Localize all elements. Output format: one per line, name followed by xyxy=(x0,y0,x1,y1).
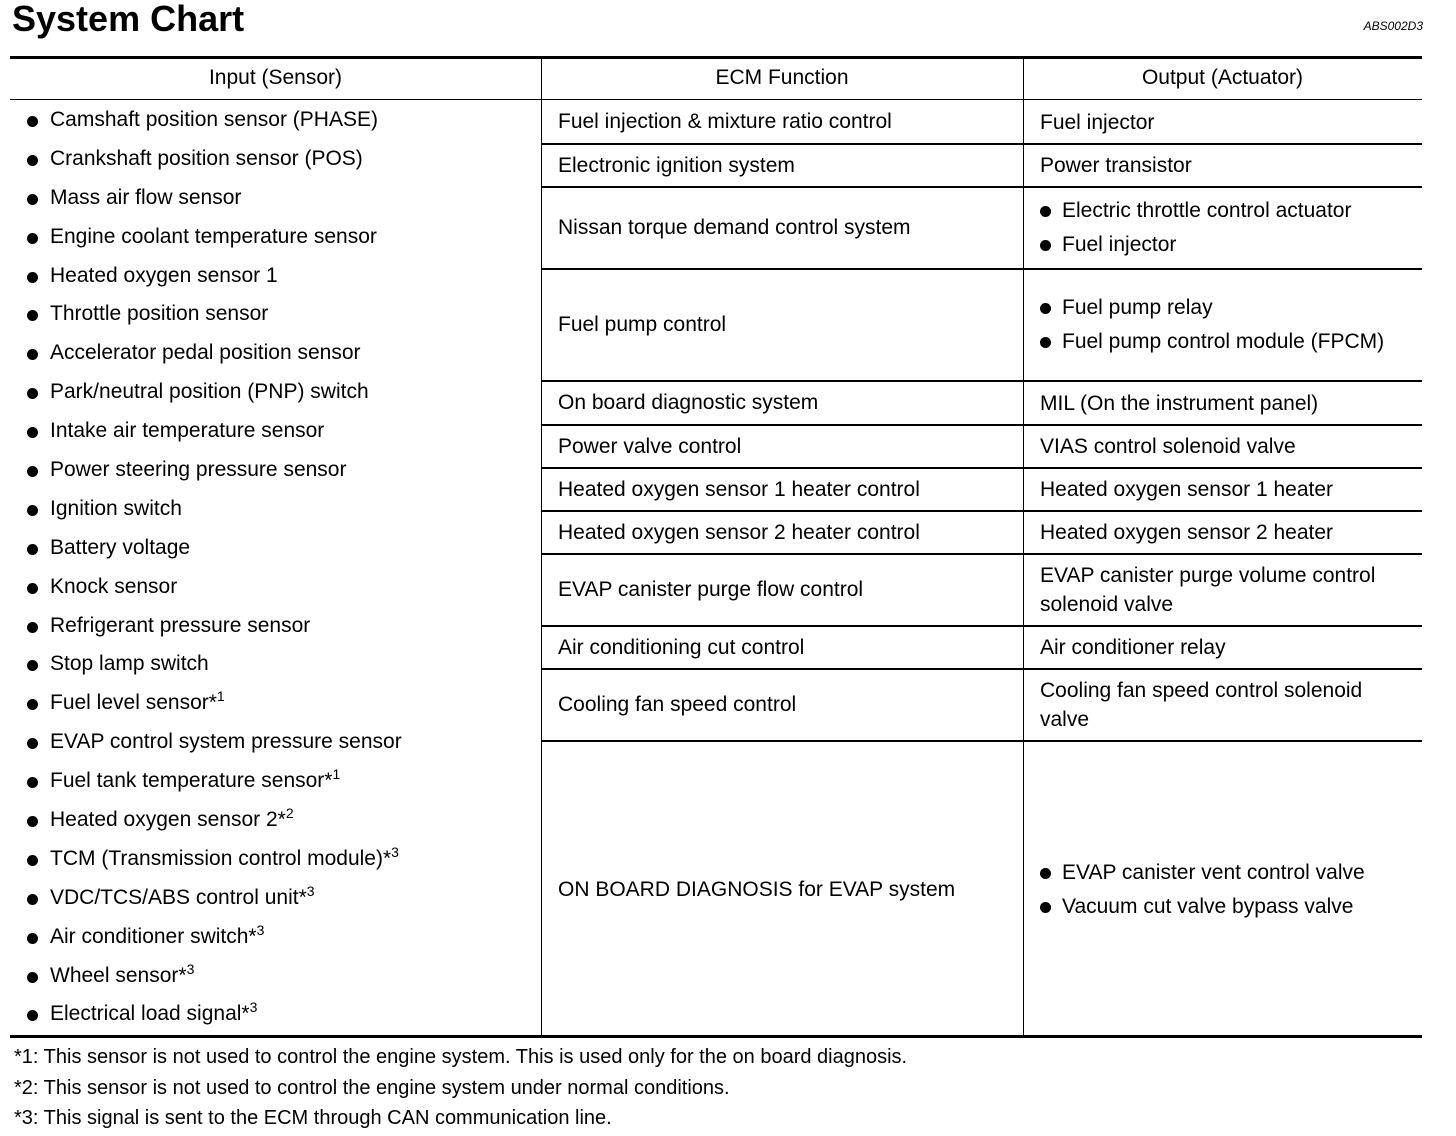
footnote-mark: 3 xyxy=(186,960,195,977)
footnotes xyxy=(14,1042,907,1134)
output-cell xyxy=(1023,100,1422,144)
input-label: Engine coolant temperature sensor xyxy=(50,224,377,248)
output-label: Vacuum cut valve bypass valve xyxy=(1062,894,1354,918)
footnote: *3: This signal is sent to the ECM through CAN communication line. xyxy=(14,1107,612,1129)
output-label: EVAP canister vent control valve xyxy=(1062,860,1365,884)
system-chart-table xyxy=(10,56,1422,1038)
ecm-function-cell: ON BOARD DIAGNOSIS for EVAP system xyxy=(558,877,956,901)
input-label: Wheel sensor* xyxy=(50,963,187,987)
input-label: Refrigerant pressure sensor xyxy=(50,613,311,637)
output-cell xyxy=(1023,741,1422,1038)
bullet-icon xyxy=(1040,337,1051,348)
row-divider xyxy=(541,143,1422,145)
ecm-function-cell: Cooling fan speed control xyxy=(558,693,797,716)
input-label: Throttle position sensor xyxy=(50,302,269,326)
input-label: VDC/TCS/ABS control unit* xyxy=(50,885,307,909)
output-list-item xyxy=(1040,892,1414,922)
output-list xyxy=(1040,854,1414,926)
output-label: Fuel injector xyxy=(1062,233,1177,256)
input-label: Stop lamp switch xyxy=(50,652,209,676)
ecm-function-cell: Heated oxygen sensor 1 heater control xyxy=(558,477,920,501)
output-label: Fuel pump relay xyxy=(1062,296,1213,319)
bullet-icon xyxy=(1040,206,1051,217)
input-label: Battery voltage xyxy=(50,535,191,559)
table-row xyxy=(10,468,1422,511)
row-divider xyxy=(541,424,1422,426)
output-cell xyxy=(1023,626,1422,669)
row-divider xyxy=(541,186,1422,188)
row-divider xyxy=(541,625,1422,627)
row-divider xyxy=(541,553,1422,555)
output-list xyxy=(1040,289,1414,361)
input-label: Fuel tank temperature sensor* xyxy=(50,769,333,793)
footnote: *2: This sensor is not used to control the engine system under normal conditions. xyxy=(14,1076,730,1099)
input-label: Knock sensor xyxy=(50,574,178,598)
output-label: Fuel pump control module (FPCM) xyxy=(1062,330,1385,353)
footnote-mark: 3 xyxy=(256,921,265,938)
output-list-item xyxy=(1040,196,1414,226)
table-row xyxy=(10,626,1422,669)
bullet-icon xyxy=(1040,240,1051,251)
output-cell xyxy=(1023,425,1422,468)
output-label: Electric throttle control actuator xyxy=(1062,199,1352,222)
ecm-function-cell: EVAP canister purge flow control xyxy=(558,578,864,601)
footnote-mark: 1 xyxy=(216,688,225,705)
header-function: ECM Function xyxy=(715,66,849,89)
input-label: Crankshaft position sensor (POS) xyxy=(50,146,363,170)
output-cell xyxy=(1023,381,1422,425)
table-row xyxy=(10,100,1422,144)
table-row xyxy=(10,511,1422,554)
input-label: Heated oxygen sensor 2* xyxy=(50,808,286,832)
output-list-item xyxy=(1040,327,1414,357)
footnote-mark: 2 xyxy=(285,805,294,822)
table-header xyxy=(10,59,1422,100)
output-label: Heated oxygen sensor 1 heater xyxy=(1040,478,1334,501)
table-row xyxy=(10,381,1422,425)
output-list-item xyxy=(1040,293,1414,323)
output-cell xyxy=(1023,669,1422,741)
table-row xyxy=(10,554,1422,626)
bullet-icon xyxy=(1040,303,1051,314)
input-label: Accelerator pedal position sensor xyxy=(50,341,361,365)
input-label: Camshaft position sensor (PHASE) xyxy=(50,108,378,131)
input-label: Mass air flow sensor xyxy=(50,185,242,209)
table-row xyxy=(10,425,1422,468)
output-cell xyxy=(1023,144,1422,187)
input-label: Heated oxygen sensor 1 xyxy=(50,263,278,287)
document-code: ABS002D3 xyxy=(1363,19,1423,33)
row-divider xyxy=(541,268,1422,270)
input-label: Intake air temperature sensor xyxy=(50,419,325,443)
input-label: TCM (Transmission control module)* xyxy=(50,846,392,870)
page-title: System Chart xyxy=(12,0,245,39)
footnote-mark: 3 xyxy=(391,843,399,860)
input-label: Power steering pressure sensor xyxy=(50,458,347,482)
ecm-function-cell: Nissan torque demand control system xyxy=(558,216,911,239)
output-label: VIAS control solenoid valve xyxy=(1040,435,1296,458)
output-cell xyxy=(1023,468,1422,511)
bullet-icon xyxy=(1040,902,1051,913)
ecm-function-cell: Fuel pump control xyxy=(558,313,727,336)
ecm-function-cell: On board diagnostic system xyxy=(558,391,819,414)
output-label: EVAP canister purge volume control solenoid valve xyxy=(1040,564,1376,616)
row-divider xyxy=(541,380,1422,382)
output-label: Power transistor xyxy=(1040,154,1192,177)
row-divider xyxy=(541,740,1422,742)
output-cell xyxy=(1023,269,1422,381)
row-divider xyxy=(541,668,1422,670)
input-label: Ignition switch xyxy=(50,496,182,520)
output-label: Cooling fan speed control solenoid valve xyxy=(1040,679,1363,731)
ecm-function-cell: Fuel injection & mixture ratio control xyxy=(558,110,892,133)
row-divider xyxy=(541,467,1422,469)
output-cell xyxy=(1023,554,1422,626)
input-label: Park/neutral position (PNP) switch xyxy=(50,380,369,404)
header-input: Input (Sensor) xyxy=(208,66,343,89)
output-label: Air conditioner relay xyxy=(1040,636,1226,659)
table-row xyxy=(10,669,1422,741)
bullet-icon xyxy=(1040,868,1051,879)
table-row xyxy=(10,741,1422,1038)
ecm-function-cell: Heated oxygen sensor 2 heater control xyxy=(558,520,920,544)
input-label: Air conditioner switch* xyxy=(50,924,257,948)
ecm-function-cell: Electronic ignition system xyxy=(558,153,795,177)
table-row xyxy=(10,269,1422,381)
footnote-mark: 1 xyxy=(332,766,341,783)
row-divider xyxy=(541,510,1422,512)
output-list xyxy=(1040,192,1414,264)
ecm-function-cell: Power valve control xyxy=(558,434,742,458)
output-label: MIL (On the instrument panel) xyxy=(1040,391,1319,415)
input-label: Fuel level sensor* xyxy=(50,691,217,715)
output-label: Heated oxygen sensor 2 heater xyxy=(1040,521,1334,544)
table-row xyxy=(10,144,1422,187)
footnote-mark: 3 xyxy=(249,999,258,1016)
output-list-item xyxy=(1040,230,1414,260)
input-label: Electrical load signal* xyxy=(50,1002,250,1026)
ecm-function-cell: Air conditioning cut control xyxy=(558,635,805,659)
output-cell xyxy=(1023,511,1422,554)
output-list-item xyxy=(1040,858,1414,888)
footnote: *1: This sensor is not used to control the engine system. This is used only for the on board diagnosis. xyxy=(14,1046,908,1068)
table-row xyxy=(10,187,1422,269)
input-label: EVAP control system pressure sensor xyxy=(50,730,402,754)
header-output: Output (Actuator) xyxy=(1141,66,1304,89)
output-label: Fuel injector xyxy=(1040,110,1155,134)
output-cell xyxy=(1023,187,1422,269)
footnote-mark: 3 xyxy=(306,882,315,899)
